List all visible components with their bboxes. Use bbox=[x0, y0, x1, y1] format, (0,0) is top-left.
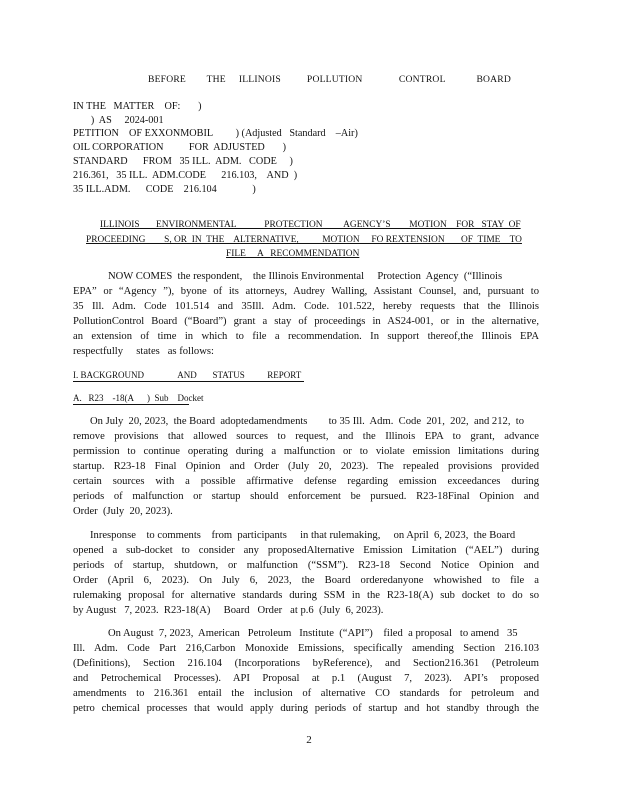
title-line-2: PROCEEDING S, OR IN THE ALTERNATIVE, MOTION FO REXTENSION OF TIME TO bbox=[86, 235, 522, 245]
section-heading: I. BACKGROUND AND STATUS REPORT bbox=[73, 370, 302, 380]
text-line: On July 20, 2023, the Board adoptedamendments to 35 Ill. Adm. Code 201, 202, and 212, to bbox=[90, 416, 525, 427]
text-line: On August 7, 2023, American Petroleum Institute (“API”) filed a proposal to amend 35 bbox=[108, 628, 518, 639]
text-line: periods of startup, shutdown, or malfunction (“SSM”). R23-18 Second Notice Opinion and bbox=[73, 560, 539, 571]
title-line-1: ILLINOIS ENVIRONMENTAL PROTECTION AGENCY’S MOTION FOR STAY OF bbox=[100, 220, 521, 230]
caption-line: PETITION OF EXXONMOBIL ) (Adjusted Standard –Air) bbox=[73, 128, 358, 139]
caption-line: IN THE MATTER OF: ) bbox=[73, 101, 202, 112]
caption-line: 216.361, 35 ILL. ADM.CODE 216.103, AND ) bbox=[73, 170, 298, 181]
caption-line: ) AS 2024-001 bbox=[73, 115, 164, 126]
text-line: Order (July 20, 2023). bbox=[73, 506, 173, 517]
court-heading: BEFORE THE ILLINOIS POLLUTION CONTROL BOARD bbox=[148, 74, 512, 85]
text-line: startup. R23-18 Final Opinion and Order (July 20, 2023). The repealed provisions provided bbox=[73, 461, 539, 472]
text-line: NOW COMES the respondent, the Illinois Environmental Protection Agency (“Illinois bbox=[108, 271, 503, 282]
text-line: petro chemical processes that would apply during periods of startup and hot standby through the bbox=[73, 703, 539, 714]
section-underline bbox=[73, 381, 304, 382]
text-line: Inresponse to comments from participants in that rulemaking, on April 6, 2023, the Board bbox=[90, 530, 516, 541]
text-line: opened a sub-docket to consider any proposedAlternative Emission Limitation (“AEL”) during bbox=[73, 545, 539, 556]
text-line: certain sources with a possible affirmative defense regarding emission exceedances during bbox=[73, 476, 539, 487]
caption-line: OIL CORPORATION FOR ADJUSTED ) bbox=[73, 142, 287, 153]
subsection-underline bbox=[73, 404, 189, 405]
text-line: Order (April 6, 2023). On July 6, 2023, the Board orderedanyone whowished to file a bbox=[73, 575, 539, 586]
caption-line: 35 ILL.ADM. CODE 216.104 ) bbox=[73, 184, 256, 195]
page-number: 2 bbox=[306, 734, 312, 746]
text-line: remove provisions that allowed sources to request, and the Illinois EPA to grant, advance bbox=[73, 431, 539, 442]
text-line: respectfully states as follows: bbox=[73, 346, 214, 357]
text-line: PollutionControl Board (“Board”) grant a stay of proceedings in AS24-001, or in the alternative, bbox=[73, 316, 539, 327]
text-line: periods of malfunction or startup should enforcement be pursued. R23-18Final Opinion and bbox=[73, 491, 539, 502]
text-line: and Petrochemical Processes). API Proposal at p.1 (August 7, 2023). API’s proposed bbox=[73, 673, 539, 684]
caption-line: STANDARD FROM 35 ILL. ADM. CODE ) bbox=[73, 156, 293, 167]
text-line: permission to continue operating during a malfunction or to violate emission limitations during bbox=[73, 446, 539, 457]
title-line-3: FILE A RECOMMENDATION bbox=[226, 249, 360, 259]
text-line: 35 Ill. Adm. Code 101.514 and 35Ill. Adm. Code. 101.522, hereby requests that the Illinois bbox=[73, 301, 539, 312]
text-line: amendments to 216.361 entail the inclusion of alternative CO standards for petroleum and bbox=[73, 688, 539, 699]
text-line: EPA” or “Agency ”), byone of its attorneys, Audrey Walling, Assistant Counsel, and, pursuant to bbox=[73, 286, 539, 297]
text-line: (Definitions), Section 216.104 (Incorporations byReference), and Section216.361 (Petroleum bbox=[73, 658, 539, 669]
text-line: an extension of time in which to file a recommendation. In support thereof,the Illinois EPA bbox=[73, 331, 539, 342]
text-line: Ill. Adm. Code Part 216,Carbon Monoxide Emissions, specifically amending Section 216.103 bbox=[73, 643, 539, 654]
subsection-heading: A. R23 -18(A ) Sub Docket bbox=[73, 393, 204, 403]
text-line: by August 7, 2023. R23-18(A) Board Order at p.6 (July 6, 2023). bbox=[73, 605, 384, 616]
text-line: rulemaking proposal for alternative standards during SSM in the R23-18(A) sub docket to do so bbox=[73, 590, 539, 601]
